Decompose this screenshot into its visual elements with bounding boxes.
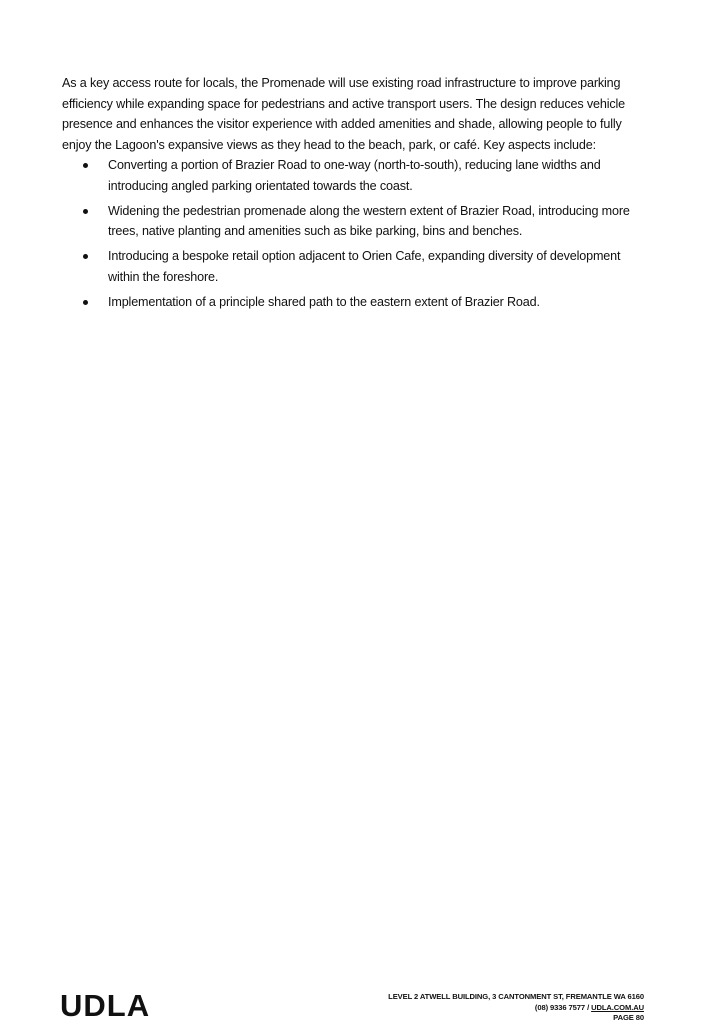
- list-item-text: Implementation of a principle shared path to the eastern extent of Brazier Road.: [108, 294, 540, 309]
- footer-contact-line: [324, 1003, 644, 1014]
- bullet-icon: [83, 209, 88, 214]
- list-item-text: Introducing a bespoke retail option adjacent to Orien Cafe, expanding diversity of development within the foreshore.: [108, 249, 621, 284]
- footer-separator: /: [587, 1002, 590, 1012]
- bullet-icon: [83, 254, 88, 259]
- list-item: [62, 201, 652, 242]
- bullet-icon: [83, 163, 88, 168]
- list-item: [62, 292, 652, 313]
- footer-phone: (08) 9336 7577: [534, 1002, 586, 1012]
- list-item: [62, 246, 652, 287]
- udla-logo: UDLA: [60, 988, 151, 1023]
- list-item-text: Widening the pedestrian promenade along the western extent of Brazier Road, introducing more trees, native planting and amenities such as bike parking, bins and benches.: [108, 203, 630, 238]
- footer-contact: [324, 992, 644, 1024]
- footer-address-line: LEVEL 2 ATWELL BUILDING, 3 CANTONMENT ST, FREMANTLE WA 6160: [388, 992, 644, 1001]
- page-number: PAGE 80: [613, 1013, 644, 1022]
- intro-paragraph: As a key access route for locals, the Promenade will use existing road infrastructure to improve parking efficiency while expanding space for pedestrians and active transport users. The design reduces vehicle presence and enhances the visitor experience with added amenities and shade, allowing people to fully enjoy the Lagoon's expansive views as they head to the beach, park, or café. Key aspects include:: [62, 76, 626, 152]
- footer-website-link[interactable]: UDLA.COM.AU: [591, 1002, 644, 1012]
- key-aspects-list: [62, 155, 652, 317]
- list-item-text: Converting a portion of Brazier Road to one-way (north-to-south), reducing lane widths and introducing angled parking orientated towards the coast.: [108, 158, 601, 193]
- bullet-icon: [83, 300, 88, 305]
- list-item: [62, 155, 652, 196]
